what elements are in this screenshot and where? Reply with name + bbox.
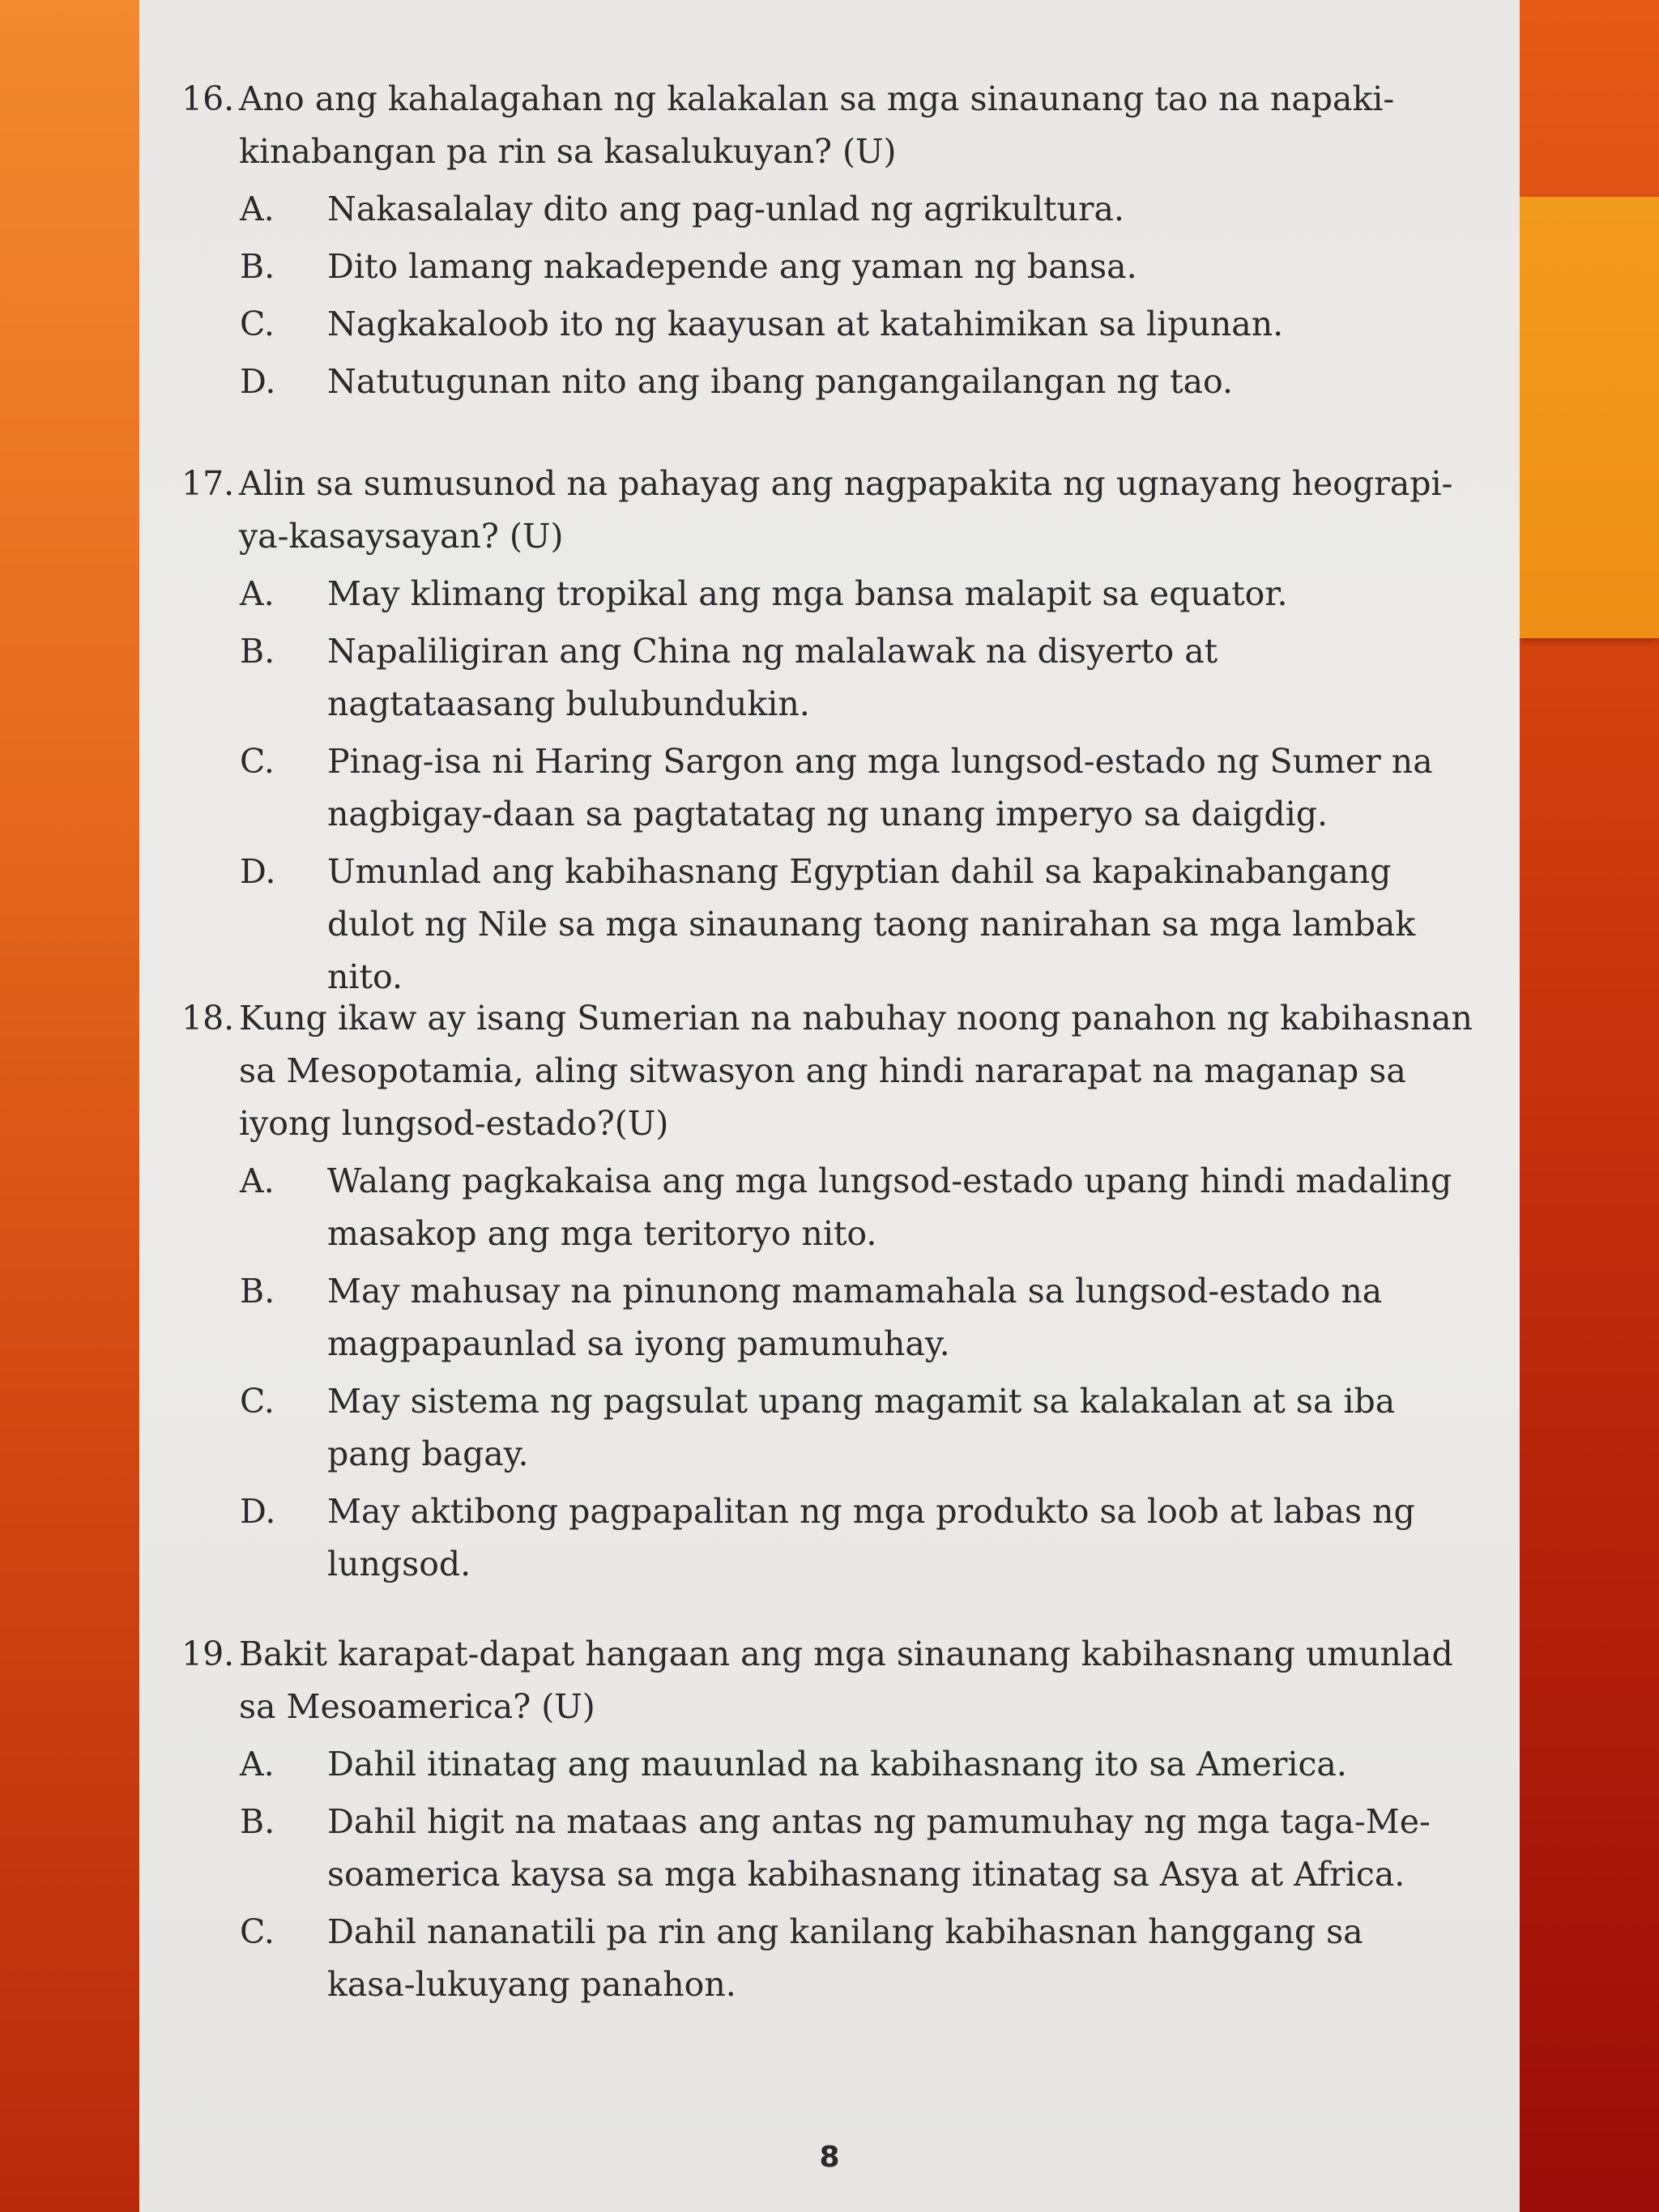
question-text: Bakit karapat-dapat hangaan ang mga sinaunang kabihasnang umunlad sa Mesoamerica? (U) (239, 1634, 1453, 1726)
choice-text: Natutugunan nito ang ibang pangangailangan ng tao. (327, 362, 1234, 401)
choice-a (139, 568, 1520, 620)
choice-text: Umunlad ang kabihasnang Egyptian dahil sa kapakinabangang dulot ng Nile sa mga sinaunang taong nanirahan sa mga lambak nito. (327, 852, 1416, 996)
choice-letter: A. (240, 190, 275, 228)
choice-letter: D. (240, 362, 276, 401)
choice-d (139, 1485, 1520, 1591)
question-16 (139, 73, 1520, 408)
choice-text: Napaliligiran ang China ng malalawak na disyerto at nagtataasang bulubundukin. (327, 632, 1218, 723)
choice-text: Pinag-isa ni Haring Sargon ang mga lungsod-estado ng Sumer na nagbigay-daan sa pagtatatag ng unang imperyo sa daigdig. (327, 742, 1433, 833)
choice-a (139, 1155, 1520, 1260)
question-stem (139, 992, 1520, 1150)
slide-background-left (0, 0, 139, 2212)
choice-c (139, 1375, 1520, 1481)
question-number: 18. (181, 999, 235, 1038)
choice-text: Dahil higit na mataas ang antas ng pamumuhay ng mga taga-Me-soamerica kaysa sa mga kabihasnang itinatag sa Asya at Africa. (327, 1802, 1431, 1894)
choice-a (139, 1738, 1520, 1791)
choice-letter: C. (240, 742, 275, 781)
question-19 (139, 1628, 1520, 2011)
question-18 (139, 992, 1520, 1591)
question-number: 16. (181, 79, 235, 118)
choice-text: May sistema ng pagsulat upang magamit sa kalakalan at sa iba pang bagay. (327, 1382, 1396, 1473)
choice-d (139, 356, 1520, 408)
question-number: 19. (181, 1634, 235, 1673)
choice-text: Dito lamang nakadepende ang yaman ng bansa. (327, 247, 1137, 286)
choice-letter: B. (240, 632, 275, 671)
choice-letter: B. (240, 1802, 275, 1841)
choice-c (139, 298, 1520, 351)
question-stem (139, 73, 1520, 178)
choice-d (139, 846, 1520, 1004)
choice-a (139, 183, 1520, 236)
choice-b (139, 241, 1520, 293)
question-text: Alin sa sumusunod na pahayag ang nagpapakita ng ugnayang heograpi-ya-kasaysayan? (U) (239, 464, 1453, 556)
question-17 (139, 458, 1520, 1004)
choice-letter: C. (240, 305, 275, 343)
choice-letter: B. (240, 247, 275, 286)
choice-letter: A. (240, 574, 275, 613)
choice-text: May mahusay na pinunong mamamahala sa lungsod-estado na magpapaunlad sa iyong pamumuhay. (327, 1272, 1383, 1363)
choice-b (139, 1265, 1520, 1370)
choice-text: May klimang tropikal ang mga bansa malapit sa equator. (327, 574, 1288, 613)
page-number: 8 (819, 2141, 840, 2174)
choice-letter: A. (240, 1745, 275, 1784)
question-stem (139, 458, 1520, 563)
choice-c (139, 1906, 1520, 2011)
choice-text: May aktibong pagpapalitan ng mga produkto sa loob at labas ng lungsod. (327, 1492, 1415, 1583)
question-number: 17. (181, 464, 235, 503)
choice-b (139, 625, 1520, 731)
choice-c (139, 735, 1520, 841)
scanned-page (139, 0, 1520, 2212)
choice-letter: C. (240, 1912, 275, 1951)
choice-text: Nakasalalay dito ang pag-unlad ng agrikultura. (327, 190, 1124, 228)
choice-letter: D. (240, 852, 276, 891)
choice-letter: D. (240, 1492, 276, 1531)
choice-text: Dahil itinatag ang mauunlad na kabihasnang ito sa America. (327, 1745, 1347, 1784)
slide-accent-block (1520, 197, 1659, 638)
choice-b (139, 1796, 1520, 1901)
choice-letter: C. (240, 1382, 275, 1421)
choice-text: Nagkakaloob ito ng kaayusan at katahimikan sa lipunan. (327, 305, 1284, 343)
choice-text: Dahil nananatili pa rin ang kanilang kabihasnan hanggang sa kasa-lukuyang panahon. (327, 1912, 1363, 2004)
question-text: Ano ang kahalagahan ng kalakalan sa mga sinaunang tao na napaki-kinabangan pa rin sa kasalukuyan? (U) (239, 79, 1395, 171)
choice-letter: A. (240, 1161, 275, 1200)
question-text: Kung ikaw ay isang Sumerian na nabuhay noong panahon ng kabihasnan sa Mesopotamia, aling sitwasyon ang hindi nararapat na maganap sa iyong lungsod-estado?(U) (239, 999, 1473, 1143)
choice-text: Walang pagkakaisa ang mga lungsod-estado upang hindi madaling masakop ang mga teritoryo nito. (327, 1161, 1452, 1253)
question-stem (139, 1628, 1520, 1733)
choice-letter: B. (240, 1272, 275, 1311)
